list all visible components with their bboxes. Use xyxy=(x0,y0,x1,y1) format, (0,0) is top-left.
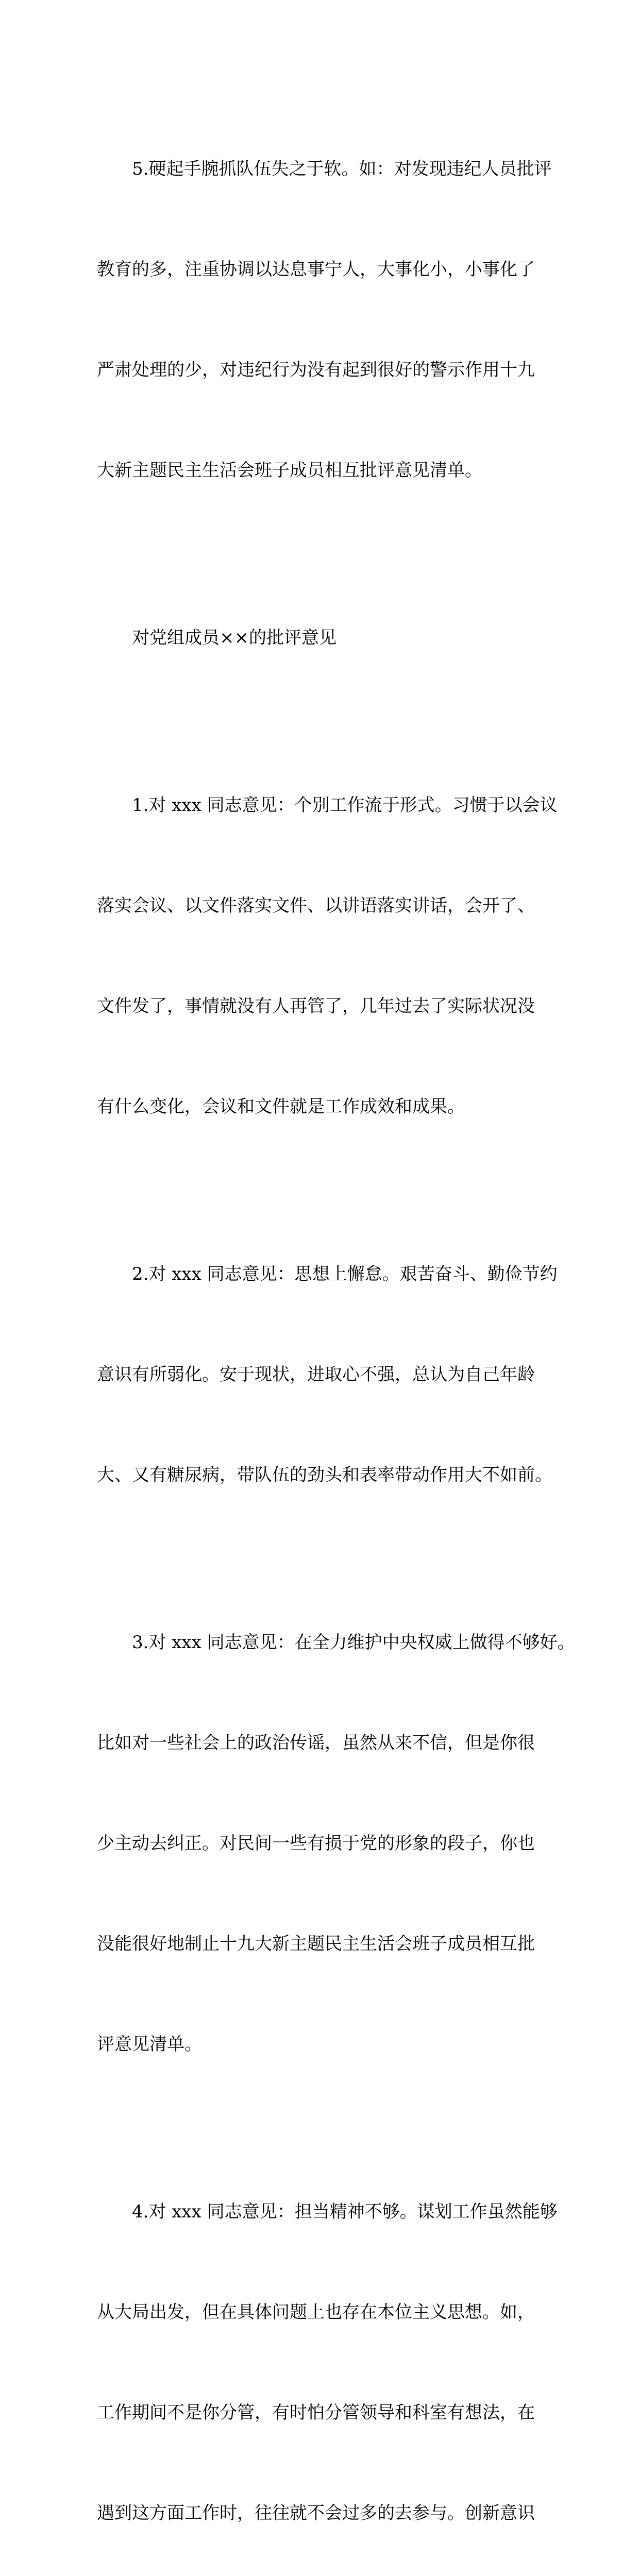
text-line: 比如对一些社会上的政治传谣，虽然从来不信，但是你很 xyxy=(97,1733,535,1753)
text-line: 工作期间不是你分管，有时怕分管领导和科室有想法，在 xyxy=(97,2402,535,2423)
text-line: 少主动去纠正。对民间一些有损于党的形象的段子，你也 xyxy=(97,1833,535,1854)
text-line: 1.对 xxx 同志意见：个别工作流于形式。习惯于以会议 xyxy=(132,795,558,816)
text-line: 4.对 xxx 同志意见：担当精神不够。谋划工作虽然能够 xyxy=(132,2201,558,2222)
text-line: 落实会议、以文件落实文件、以讲语落实讲话，会开了、 xyxy=(97,895,535,916)
text-line: 大新主题民主生活会班子成员相互批评意见清单。 xyxy=(97,460,482,481)
text-line: 没能很好地制止十九大新主题民主生活会班子成员相互批 xyxy=(97,1934,535,1954)
document-body xyxy=(97,86,575,2576)
paragraph-opinion-1 xyxy=(97,722,558,1191)
text-line: 对党组成员××的批评意见 xyxy=(132,628,337,648)
text-line: 3.对 xxx 同志意见：在全力维护中央权威上做得不够好。 xyxy=(132,1632,575,1653)
paragraph-item-5 xyxy=(97,86,551,554)
text-line: 评意见清单。 xyxy=(97,2034,202,2055)
text-line: 意识有所弱化。安于现状，进取心不强，总认为自己年龄 xyxy=(97,1364,535,1385)
text-line: 2.对 xxx 同志意见：思想上懈怠。艰苦奋斗、勤俭节约 xyxy=(132,1264,558,1284)
text-line: 严肃处理的少，对违纪行为没有起到很好的警示作用十九 xyxy=(97,360,535,380)
text-line: 遇到这方面工作时，往往就不会过多的去参与。创新意识 xyxy=(97,2503,535,2523)
text-line: 大、又有糖尿病，带队伍的劲头和表率带动作用大不如前。 xyxy=(97,1465,552,1485)
text-line: 5.硬起手腕抓队伍失之于软。如：对发现违纪人员批评 xyxy=(132,159,552,179)
text-line: 有什么变化，会议和文件就是工作成效和成果。 xyxy=(97,1096,465,1117)
text-line: 文件发了，事情就没有人再管了，几年过去了实际状况没 xyxy=(97,996,535,1016)
text-line: 从大局出发，但在具体问题上也存在本位主义思想。如， xyxy=(97,2302,535,2323)
section-heading xyxy=(97,554,551,722)
text-line: 教育的多，注重协调以达息事宁人，大事化小，小事化了 xyxy=(97,259,535,280)
paragraph-opinion-2 xyxy=(97,1191,558,1559)
paragraph-opinion-4 xyxy=(97,2128,558,2576)
paragraph-opinion-3 xyxy=(97,1559,575,2128)
